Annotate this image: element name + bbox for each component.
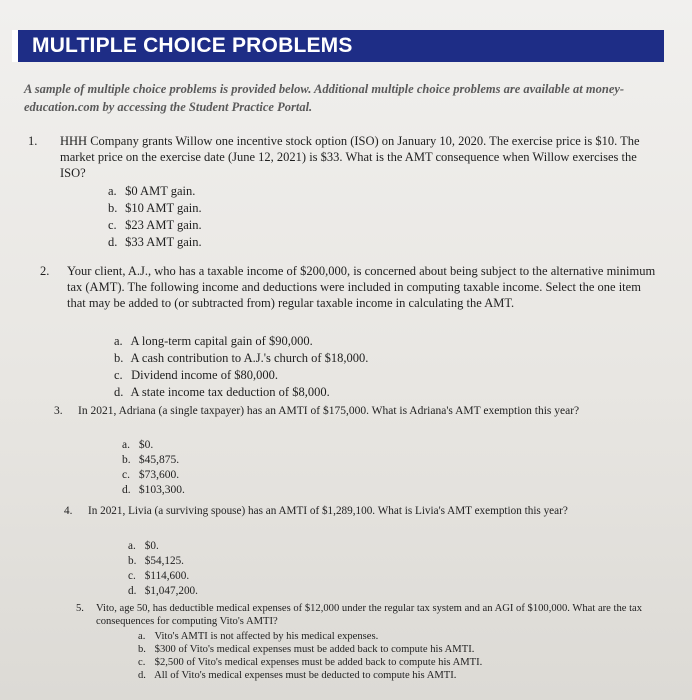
answer-options [122, 438, 185, 498]
option-letter: b. [138, 644, 146, 655]
option-text: $114,600. [144, 570, 190, 582]
option-text: $54,125. [144, 555, 184, 567]
option-letter: c. [128, 570, 136, 582]
option-d [138, 669, 482, 682]
answer-options [108, 183, 202, 251]
question-stem: In 2021, Livia (a surviving spouse) has an AMTI of $1,289,100. What is Livia's AMT exemption this year? [88, 505, 568, 517]
option-letter: d. [108, 235, 118, 249]
option-d [114, 384, 368, 401]
option-letter: a. [138, 631, 146, 642]
option-text: $300 of Vito's medical expenses must be added back to compute his AMTI. [154, 644, 475, 655]
question-stem: Your client, A.J., who has a taxable income of $200,000, is concerned about being subject to the alternative minimum tax (AMT). The following income and deductions were included in computing taxable income. Select the one item that may be added to (or subtracted from) regular taxable income in calculating the AMT. [67, 264, 656, 310]
option-text: A state income tax deduction of $8,000. [130, 385, 330, 399]
option-text: $10 AMT gain. [125, 201, 202, 215]
intro-paragraph: A sample of multiple choice problems is provided below. Additional multiple choice problems are available at money-education.com by accessing the Student Practice Portal. [24, 82, 625, 114]
option-b [122, 453, 185, 468]
option-letter: d. [128, 585, 137, 597]
option-letter: c. [122, 469, 130, 481]
option-letter: b. [128, 555, 137, 567]
option-letter: d. [114, 385, 124, 399]
question-number: 3. [54, 405, 63, 417]
option-text: A cash contribution to A.J.'s church of $18,000. [130, 351, 369, 365]
answer-options [138, 630, 482, 682]
option-a [122, 438, 185, 453]
option-text: $45,875. [138, 454, 180, 466]
option-b [138, 643, 482, 656]
question-stem: HHH Company grants Willow one incentive stock option (ISO) on January 10, 2020. The exercise price is $10. The market price on the exercise date (June 12, 2021) is $33. What is the AMT consequence when Willow exercises the ISO? [60, 134, 640, 180]
option-d [128, 584, 198, 599]
option-text: $73,600. [138, 469, 180, 481]
option-letter: d. [122, 484, 131, 496]
option-d [108, 234, 202, 251]
option-text: Dividend income of $80,000. [131, 368, 278, 382]
option-text: $23 AMT gain. [125, 218, 202, 232]
option-c [108, 217, 202, 234]
option-text: $1,047,200. [144, 585, 198, 597]
option-text: $0. [138, 439, 154, 451]
answer-options [128, 539, 198, 599]
option-text: A long-term capital gain of $90,000. [130, 334, 313, 348]
option-text: All of Vito's medical expenses must be deducted to compute his AMTI. [154, 670, 457, 681]
section-header-banner [12, 30, 664, 62]
option-letter: b. [122, 454, 131, 466]
option-letter: a. [114, 334, 123, 348]
question-stem: In 2021, Adriana (a single taxpayer) has an AMTI of $175,000. What is Adriana's AMT exemption this year? [78, 405, 580, 417]
option-b [114, 350, 368, 367]
option-text: $0 AMT gain. [125, 184, 196, 198]
option-text: Vito's AMTI is not affected by his medical expenses. [154, 631, 379, 642]
option-a [138, 630, 482, 643]
option-letter: c. [108, 218, 117, 232]
answer-options [114, 333, 368, 401]
section-title: MULTIPLE CHOICE PROBLEMS [32, 34, 353, 57]
option-letter: a. [128, 540, 136, 552]
question-number: 2. [40, 264, 50, 278]
option-text: $0. [144, 540, 159, 552]
question-number: 5. [76, 603, 84, 614]
option-text: $2,500 of Vito's medical expenses must be added back to compute his AMTI. [154, 657, 483, 668]
option-a [108, 183, 202, 200]
option-text: $103,300. [138, 484, 185, 496]
option-letter: c. [114, 368, 123, 382]
question-stem: Vito, age 50, has deductible medical expenses of $12,000 under the regular tax system and an AGI of $100,000. What are the tax consequences for computing Vito's AMTI? [96, 603, 643, 627]
option-letter: b. [114, 351, 124, 365]
question-number: 4. [64, 505, 73, 517]
option-letter: b. [108, 201, 118, 215]
option-a [128, 539, 198, 554]
option-letter: d. [138, 670, 146, 681]
option-letter: a. [108, 184, 117, 198]
option-c [114, 367, 368, 384]
option-d [122, 483, 185, 498]
question-number: 1. [28, 134, 38, 148]
option-a [114, 333, 368, 350]
option-letter: c. [138, 657, 146, 668]
option-b [108, 200, 202, 217]
option-c [128, 569, 198, 584]
option-b [128, 554, 198, 569]
option-c [138, 656, 482, 669]
option-text: $33 AMT gain. [125, 235, 202, 249]
option-c [122, 468, 185, 483]
option-letter: a. [122, 439, 130, 451]
